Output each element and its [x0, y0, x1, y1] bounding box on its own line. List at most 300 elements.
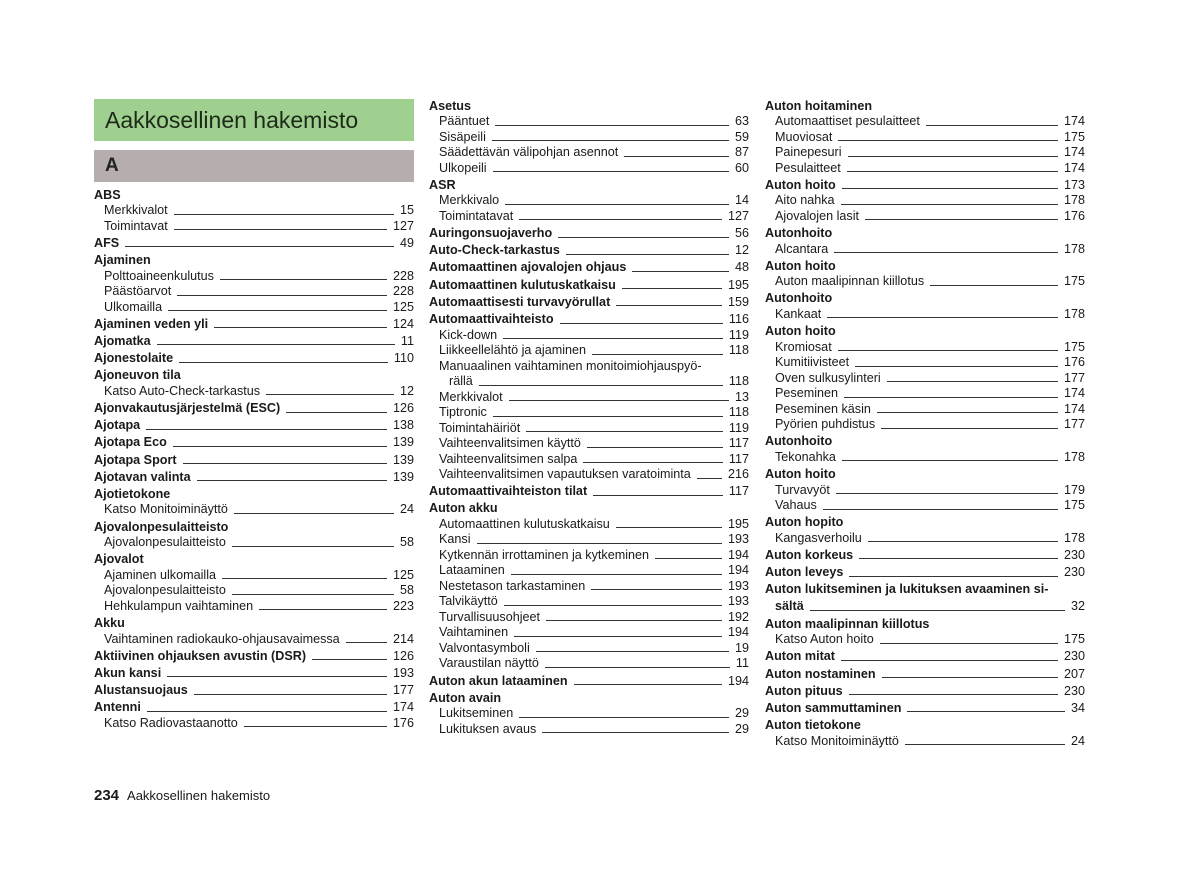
entry-text: Ajomatka: [94, 333, 151, 348]
page-reference: 59: [734, 129, 749, 144]
index-subentry: [765, 450, 1085, 466]
page-reference: 177: [1063, 370, 1085, 385]
page-reference: 127: [727, 208, 749, 223]
entry-text: Peseminen käsin: [775, 401, 871, 416]
entry-text: Ajaminen veden yli: [94, 316, 209, 331]
page-reference: 214: [392, 631, 414, 646]
entry-text: Auton mitat: [765, 649, 835, 664]
index-entry: [429, 259, 749, 276]
index-entry: [765, 290, 1085, 307]
page-reference: 174: [392, 700, 414, 715]
index-entry: [765, 257, 1085, 274]
leader-line: [505, 204, 729, 205]
page-reference: 119: [728, 327, 749, 342]
index-entry: [429, 483, 749, 500]
page-reference: 178: [1063, 193, 1085, 208]
page-reference: 193: [727, 532, 749, 547]
entry-text: Auton akun lataaminen: [429, 673, 568, 688]
index-subentry: [765, 734, 1085, 750]
page-reference: 216: [727, 467, 749, 481]
index-entry: [94, 451, 414, 468]
index-subentry: [94, 716, 414, 732]
entry-text: rällä: [449, 374, 473, 388]
leader-line: [519, 717, 729, 718]
page-reference: 176: [1063, 355, 1085, 370]
page-reference: 29: [734, 706, 749, 721]
entry-text: Ajovalonpesulaitteisto: [104, 583, 226, 598]
leader-line: [558, 237, 729, 238]
index-subentry: [429, 374, 749, 390]
leader-line: [823, 509, 1058, 510]
index-entry: [94, 518, 414, 535]
entry-text: Ajonvakautusjärjestelmä (ESC): [94, 401, 281, 415]
page-reference: 14: [734, 193, 749, 208]
leader-line: [511, 574, 722, 575]
leader-line: [232, 546, 394, 547]
leader-line: [167, 676, 387, 677]
index-subentry: [765, 371, 1085, 387]
entry-text: Auton hoito: [765, 177, 836, 192]
page-reference: 13: [734, 389, 749, 404]
entry-text: Auton hoitaminen: [765, 98, 873, 113]
page-reference: 177: [1063, 417, 1085, 432]
index-entry: [94, 681, 414, 698]
index-subentry: [429, 209, 749, 225]
entry-text: Auton hoito: [765, 258, 836, 273]
index-subentry: [94, 502, 414, 518]
leader-line: [926, 125, 1058, 126]
leader-line: [574, 684, 722, 685]
entry-text: Auto-Check-tarkastus: [429, 243, 560, 258]
page-reference: 139: [392, 435, 414, 450]
leader-line: [492, 140, 729, 141]
leader-line: [622, 288, 722, 289]
page-reference: 60: [734, 160, 749, 175]
index-entry: [94, 234, 414, 251]
leader-line: [887, 381, 1058, 382]
entry-text: Painepesuri: [775, 145, 842, 160]
entry-text: Ajotapa Eco: [94, 435, 167, 450]
leader-line: [838, 350, 1058, 351]
index-subentry: [429, 563, 749, 579]
entry-text: Ajonestolaite: [94, 351, 174, 366]
page-reference: 177: [392, 683, 414, 698]
entry-text: Pyörien puhdistus: [775, 417, 876, 432]
entry-text: sältä: [775, 599, 804, 614]
page-reference: 178: [1063, 530, 1085, 545]
leader-line: [834, 252, 1058, 253]
page-reference: 194: [727, 547, 749, 562]
index-entry: [94, 186, 414, 203]
index-entry: [94, 434, 414, 451]
leader-line: [197, 480, 387, 481]
leader-line: [514, 636, 722, 637]
entry-text: Kangasverhoilu: [775, 530, 862, 545]
index-entry: [429, 176, 749, 193]
entry-text: Sisäpeili: [439, 129, 486, 144]
entry-text: Ajaminen: [94, 253, 151, 268]
index-subentry: [429, 517, 749, 533]
page-reference: 12: [399, 383, 414, 398]
index-entry: [765, 514, 1085, 531]
index-entry: [765, 682, 1085, 699]
index-entry: [765, 97, 1085, 114]
page-reference: 124: [392, 316, 414, 331]
leader-line: [560, 323, 723, 324]
page-reference: 12: [734, 243, 749, 258]
leader-line: [865, 219, 1058, 220]
entry-text: Säädettävän välipohjan asennot: [439, 145, 619, 160]
entry-text: Muoviosat: [775, 129, 833, 144]
index-entry: [94, 251, 414, 268]
index-column-1: [94, 186, 414, 731]
index-subentry: [429, 328, 749, 344]
index-subentry: [429, 641, 749, 657]
page-reference: 139: [392, 469, 414, 484]
index-entry: [765, 224, 1085, 241]
footer-label: Aakkosellinen hakemisto: [127, 788, 271, 803]
page-reference: 49: [399, 235, 414, 250]
page-reference: 194: [727, 563, 749, 578]
page-reference: 63: [734, 114, 749, 129]
entry-text: Ajovalonpesulaitteisto: [94, 519, 229, 534]
index-subentry: [94, 203, 414, 219]
entry-text: Hehkulampun vaihtaminen: [104, 598, 254, 613]
index-subentry: [765, 498, 1085, 514]
entry-text: Automaattivaihteisto: [429, 312, 554, 326]
index-entry: [765, 615, 1085, 632]
leader-line: [536, 651, 729, 652]
index-subentry: [429, 114, 749, 130]
index-subentry: [765, 417, 1085, 433]
entry-text: Aito nahka: [775, 193, 835, 208]
page-reference: 48: [734, 260, 749, 275]
entry-text: Auton nostaminen: [765, 666, 876, 681]
page-reference: 159: [727, 294, 749, 309]
entry-text: Auton korkeus: [765, 547, 854, 562]
index-subentry: [94, 284, 414, 300]
index-subentry: [765, 114, 1085, 130]
page-reference: 230: [1063, 683, 1085, 698]
page-reference: 58: [399, 535, 414, 550]
entry-text: Auton maalipinnan kiillotus: [775, 274, 925, 289]
index-entry: [429, 672, 749, 689]
page-reference: 230: [1063, 547, 1085, 562]
page-reference: 175: [1063, 498, 1085, 512]
entry-text: Vaihteenvalitsimen käyttö: [439, 436, 581, 450]
leader-line: [495, 125, 729, 126]
page-reference: 175: [1063, 129, 1085, 144]
index-entry: [765, 581, 1085, 598]
entry-text: Tekonahka: [775, 449, 836, 464]
entry-text: Lukitseminen: [439, 706, 514, 721]
leader-line: [593, 495, 723, 496]
entry-text: ASR: [429, 177, 456, 192]
entry-text: Ajotietokone: [94, 486, 171, 501]
index-subentry: [429, 359, 749, 375]
leader-line: [905, 744, 1065, 745]
entry-text: Turvallisuusohjeet: [439, 609, 541, 624]
leader-line: [503, 338, 723, 339]
entry-text: Varaustilan näyttö: [439, 656, 539, 671]
index-column-2: [429, 97, 749, 737]
index-column-3: [765, 97, 1085, 749]
index-subentry: [765, 355, 1085, 371]
index-entry: [765, 176, 1085, 193]
page-reference: 117: [728, 451, 749, 466]
leader-line: [493, 416, 723, 417]
entry-text: Auton hoito: [765, 467, 836, 481]
entry-text: Alustansuojaus: [94, 683, 188, 698]
leader-line: [174, 229, 387, 230]
index-entry: [765, 699, 1085, 716]
leader-line: [841, 660, 1058, 661]
page-reference: 178: [1063, 449, 1085, 464]
index-subentry: [765, 531, 1085, 547]
index-entry: [765, 598, 1085, 615]
page-reference: 174: [1063, 160, 1085, 175]
entry-text: Päästöarvot: [104, 284, 172, 299]
page-reference: 125: [392, 567, 414, 582]
entry-text: Autonhoito: [765, 434, 833, 449]
page-reference: 230: [1063, 565, 1085, 580]
leader-line: [842, 460, 1058, 461]
index-subentry: [429, 532, 749, 548]
index-entry: [765, 322, 1085, 339]
page-reference: 193: [392, 665, 414, 680]
leader-line: [346, 642, 387, 643]
index-subentry: [765, 145, 1085, 161]
leader-line: [882, 677, 1058, 678]
page-reference: 174: [1063, 145, 1085, 160]
page-reference: 138: [392, 418, 414, 433]
entry-text: Ajovalojen lasit: [775, 208, 860, 223]
entry-text: Kromiosat: [775, 339, 832, 354]
leader-line: [616, 527, 722, 528]
entry-text: Vaihteenvalitsimen vapautuksen varatoiminta: [439, 467, 691, 481]
entry-text: Katso Radiovastaanotto: [104, 715, 238, 730]
entry-text: Ajotapa Sport: [94, 452, 177, 467]
page-reference: 118: [728, 405, 749, 419]
page-footer: [94, 787, 270, 804]
leader-line: [907, 711, 1065, 712]
entry-text: Kytkennän irrottaminen ja kytkeminen: [439, 547, 649, 562]
page-reference: 230: [1063, 649, 1085, 664]
entry-text: Auton lukitseminen ja lukituksen avaaminen si-: [765, 582, 1049, 597]
entry-text: AFS: [94, 235, 120, 250]
index-subentry: [94, 269, 414, 285]
entry-text: Peseminen: [775, 386, 839, 401]
index-subentry: [94, 583, 414, 599]
entry-text: Ulkopeili: [439, 160, 487, 175]
leader-line: [526, 431, 723, 432]
page-reference: 194: [727, 673, 749, 688]
entry-text: Lukituksen avaus: [439, 721, 537, 736]
entry-text: Pesulaitteet: [775, 160, 841, 175]
page-reference: 11: [735, 656, 749, 671]
index-subentry: [429, 405, 749, 421]
page-reference: 126: [392, 401, 414, 415]
page-reference: 139: [392, 452, 414, 467]
entry-text: Ajotapa: [94, 418, 141, 433]
leader-line: [624, 156, 729, 157]
leader-line: [877, 412, 1058, 413]
index-subentry: [765, 307, 1085, 323]
leader-line: [259, 609, 387, 610]
page-reference: 110: [393, 351, 414, 366]
entry-text: Liikkeellelähtö ja ajaminen: [439, 343, 587, 357]
entry-text: Ajaminen ulkomailla: [104, 567, 216, 582]
entry-text: Auton sammuttaminen: [765, 700, 902, 715]
entry-text: Ajovalot: [94, 552, 144, 567]
entry-text: Valvontasymboli: [439, 640, 530, 655]
leader-line: [147, 711, 387, 712]
index-entry: [94, 614, 414, 631]
page-reference: 58: [399, 583, 414, 598]
entry-text: Automaattinen ajovalojen ohjaus: [429, 260, 627, 275]
index-entry: [765, 465, 1085, 482]
page-reference: 11: [400, 333, 414, 348]
page-reference: 175: [1063, 274, 1085, 289]
leader-line: [232, 594, 394, 595]
index-entry: [94, 647, 414, 664]
index-subentry: [429, 579, 749, 595]
section-letter-header: A: [94, 150, 414, 182]
entry-text: Auton pituus: [765, 683, 843, 698]
entry-text: Kansi: [439, 532, 471, 547]
index-subentry: [429, 452, 749, 468]
page-reference: 193: [727, 594, 749, 609]
page-reference: 118: [728, 374, 749, 388]
index-subentry: [429, 548, 749, 564]
index-entry: [94, 315, 414, 332]
entry-text: Automaattisesti turvavyörullat: [429, 294, 611, 309]
entry-text: Asetus: [429, 98, 471, 113]
leader-line: [220, 279, 387, 280]
entry-text: Ulkomailla: [104, 299, 163, 314]
page-reference: 195: [727, 516, 749, 531]
leader-line: [810, 610, 1065, 611]
index-title: Aakkosellinen hakemisto: [94, 99, 414, 141]
leader-line: [930, 285, 1058, 286]
index-entry: [429, 310, 749, 327]
index-entry: [429, 276, 749, 293]
index-subentry: [765, 340, 1085, 356]
page-reference: 24: [1070, 733, 1085, 748]
entry-text: Merkkivalot: [439, 389, 503, 404]
page-reference: 175: [1063, 339, 1085, 354]
leader-line: [880, 643, 1058, 644]
index-entry: [429, 242, 749, 259]
index-subentry: [765, 274, 1085, 290]
entry-text: Toimintatavat: [439, 208, 514, 223]
leader-line: [583, 462, 723, 463]
index-entry: [94, 468, 414, 485]
entry-text: Merkkivalot: [104, 203, 168, 218]
entry-text: Kankaat: [775, 306, 822, 321]
index-subentry: [429, 193, 749, 209]
index-entry: [429, 224, 749, 241]
page-reference: 56: [734, 226, 749, 241]
index-subentry: [429, 436, 749, 452]
leader-line: [841, 204, 1058, 205]
leader-line: [542, 732, 729, 733]
page-reference: 87: [734, 145, 749, 160]
leader-line: [312, 659, 387, 660]
leader-line: [222, 578, 387, 579]
entry-text: Auton hoito: [765, 324, 836, 339]
page-reference: 119: [728, 420, 749, 435]
page-reference: 178: [1063, 306, 1085, 321]
leader-line: [827, 317, 1058, 318]
entry-text: Kick-down: [439, 327, 498, 342]
entry-text: Lataaminen: [439, 563, 505, 578]
index-entry: [94, 367, 414, 384]
index-subentry: [429, 343, 749, 359]
leader-line: [881, 428, 1058, 429]
index-entry: [765, 648, 1085, 665]
leader-line: [632, 271, 729, 272]
index-subentry: [94, 535, 414, 551]
index-subentry: [94, 632, 414, 648]
leader-line: [859, 558, 1058, 559]
entry-text: Toimintavat: [104, 218, 168, 233]
page-reference: 117: [728, 436, 749, 450]
leader-line: [234, 513, 394, 514]
index-entry: [94, 551, 414, 568]
page-reference: 175: [1063, 632, 1085, 647]
entry-text: Merkkivalo: [439, 193, 500, 208]
index-entry: [429, 293, 749, 310]
page-reference: 174: [1063, 386, 1085, 401]
page-reference: 19: [734, 640, 749, 655]
leader-line: [504, 605, 722, 606]
index-subentry: [765, 386, 1085, 402]
leader-line: [842, 188, 1058, 189]
page-reference: 24: [399, 502, 414, 517]
entry-text: Automaattinen kulutuskatkaisu: [439, 516, 610, 531]
index-entry: [94, 417, 414, 434]
index-subentry: [429, 130, 749, 146]
page-reference: 15: [399, 203, 414, 218]
page-reference: 179: [1063, 482, 1085, 497]
leader-line: [183, 463, 387, 464]
index-entry: [429, 689, 749, 706]
index-entry: [94, 349, 414, 366]
index-subentry: [765, 632, 1085, 648]
leader-line: [194, 694, 387, 695]
page-reference: 207: [1063, 666, 1085, 681]
leader-line: [173, 446, 387, 447]
page-reference: 193: [727, 578, 749, 593]
entry-text: Toimintahäiriöt: [439, 420, 521, 435]
leader-line: [125, 246, 394, 247]
entry-text: Automaattinen kulutuskatkaisu: [429, 277, 616, 292]
index-entry: [94, 399, 414, 416]
leader-line: [566, 254, 729, 255]
entry-text: Akku: [94, 616, 125, 630]
page-reference: 32: [1070, 599, 1085, 614]
index-subentry: [429, 625, 749, 641]
entry-text: Auton avain: [429, 690, 502, 705]
leader-line: [266, 394, 394, 395]
entry-text: Pääntuet: [439, 114, 490, 129]
index-entry: [765, 716, 1085, 733]
page-reference: 127: [392, 218, 414, 233]
leader-line: [479, 385, 723, 386]
index-entry: [429, 97, 749, 114]
leader-line: [849, 576, 1058, 577]
